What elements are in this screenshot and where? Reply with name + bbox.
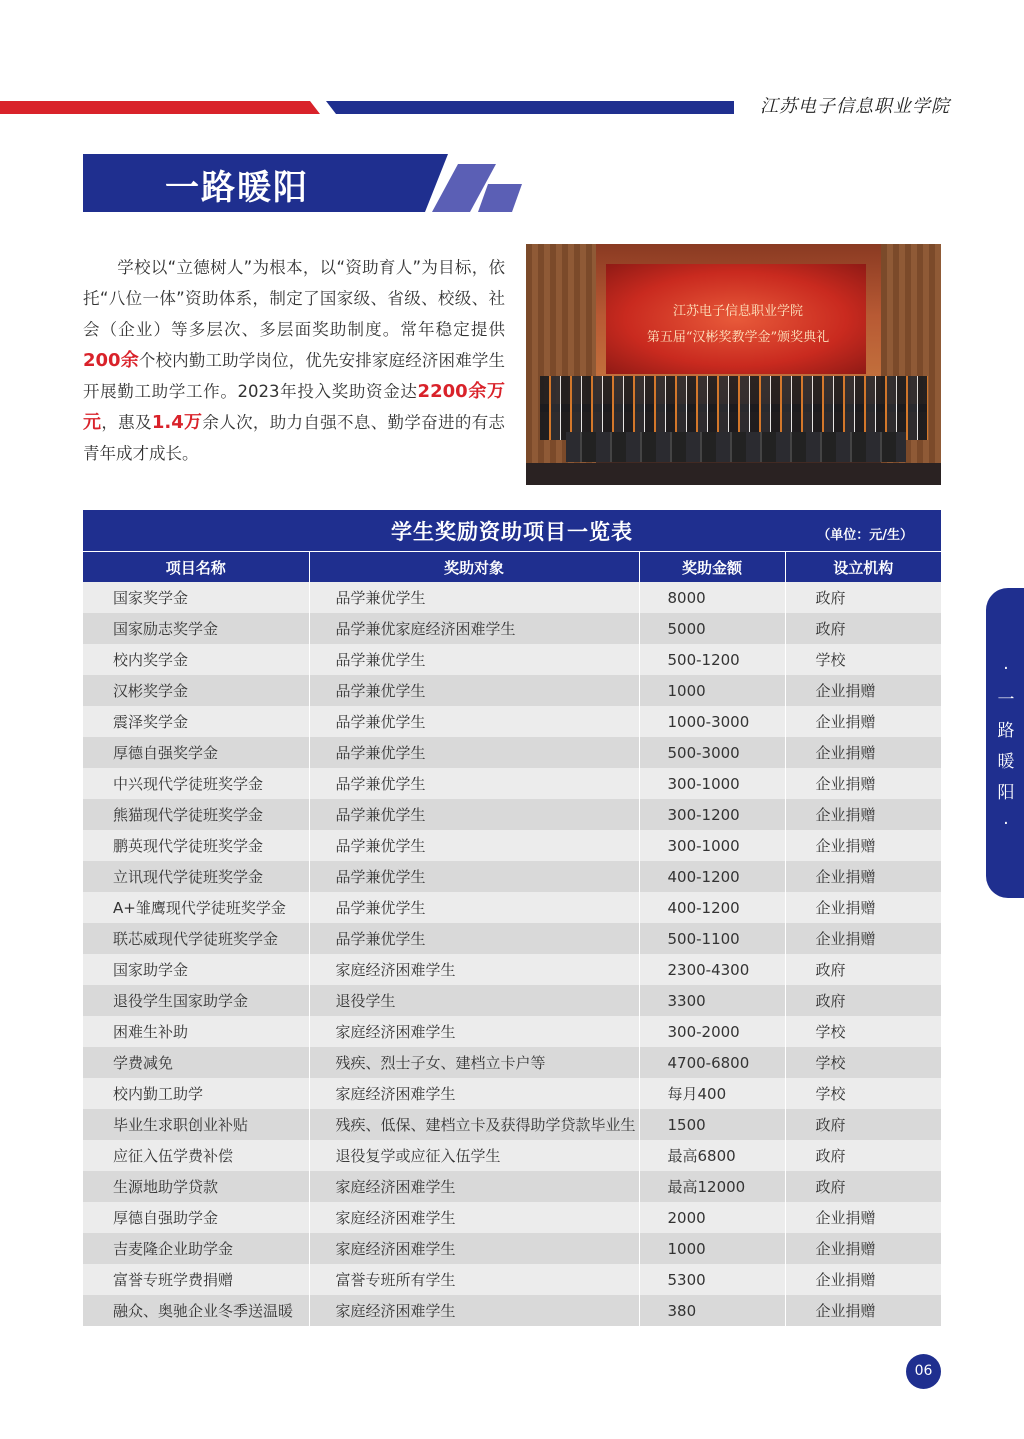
intro-paragraph	[83, 252, 505, 469]
institution-cell: 政府	[785, 613, 941, 644]
institution-cell: 政府	[785, 582, 941, 613]
item-name-cell: 熊猫现代学徒班奖学金	[83, 799, 309, 830]
item-name-cell: 国家助学金	[83, 954, 309, 985]
side-tab-char: ·	[1003, 659, 1009, 679]
target-cell: 富誉专班所有学生	[309, 1264, 639, 1295]
amount-cell: 8000	[639, 582, 785, 613]
target-cell: 残疾、低保、建档立卡及获得助学贷款毕业生	[309, 1109, 639, 1140]
column-header: 奖助金额	[639, 552, 785, 582]
column-header: 奖助对象	[309, 552, 639, 582]
side-tab-label	[993, 654, 1019, 840]
amount-cell: 最高12000	[639, 1171, 785, 1202]
page-number: 06	[906, 1354, 941, 1389]
amount-cell: 每月400	[639, 1078, 785, 1109]
target-cell: 退役学生	[309, 985, 639, 1016]
item-name-cell: 联芯威现代学徒班奖学金	[83, 923, 309, 954]
institution-cell: 企业捐赠	[785, 830, 941, 861]
amount-cell: 500-1200	[639, 644, 785, 675]
college-name-logo: 江苏电子信息职业学院	[760, 96, 950, 117]
institution-cell: 企业捐赠	[785, 706, 941, 737]
side-tab-char: 阳	[997, 783, 1015, 803]
item-name-cell: 学费减免	[83, 1047, 309, 1078]
target-cell: 品学兼优学生	[309, 861, 639, 892]
table-row	[83, 923, 941, 954]
table-header-row	[83, 552, 941, 582]
table-row	[83, 644, 941, 675]
table-row	[83, 706, 941, 737]
intro-text: 个校内勤工助学岗位，优先安排家庭经济困难学生开展勤工助学工作。2023年投入奖助资金达	[83, 351, 505, 401]
item-name-cell: 生源地助学贷款	[83, 1171, 309, 1202]
institution-cell: 企业捐赠	[785, 923, 941, 954]
item-name-cell: 震泽奖学金	[83, 706, 309, 737]
photo-caption-line1: 江苏电子信息职业学院	[672, 304, 803, 319]
amount-cell: 1000	[639, 675, 785, 706]
table-row	[83, 768, 941, 799]
top-blue-bar	[326, 101, 734, 114]
item-name-cell: 富誉专班学费捐赠	[83, 1264, 309, 1295]
target-cell: 家庭经济困难学生	[309, 1233, 639, 1264]
target-cell: 品学兼优学生	[309, 830, 639, 861]
target-cell: 品学兼优学生	[309, 923, 639, 954]
target-cell: 家庭经济困难学生	[309, 1202, 639, 1233]
highlight-funds: 2200余万元	[83, 381, 505, 433]
table-unit: （单位：元/生）	[817, 528, 913, 543]
table-row	[83, 830, 941, 861]
intro-text: ，惠及	[101, 413, 152, 432]
side-tab-char: ·	[1003, 814, 1009, 834]
target-cell: 家庭经济困难学生	[309, 1171, 639, 1202]
item-name-cell: 困难生补助	[83, 1016, 309, 1047]
amount-cell: 3300	[639, 985, 785, 1016]
institution-cell: 政府	[785, 1171, 941, 1202]
table-title: 学生奖励资助项目一览表	[391, 520, 633, 544]
amount-cell: 380	[639, 1295, 785, 1326]
institution-cell: 政府	[785, 985, 941, 1016]
intro-text: 余人次，助力自强不息、勤学奋进的有志青年成才成长。	[83, 413, 506, 463]
photo-caption-line2: 第五届“汉彬奖教学金”颁奖典礼	[646, 330, 830, 345]
institution-cell: 企业捐赠	[785, 1202, 941, 1233]
target-cell: 品学兼优学生	[309, 644, 639, 675]
target-cell: 家庭经济困难学生	[309, 1016, 639, 1047]
table-row	[83, 1295, 941, 1326]
side-tab-char: 暖	[997, 752, 1015, 772]
table-row	[83, 675, 941, 706]
institution-cell: 政府	[785, 954, 941, 985]
side-tab-char: 一	[997, 690, 1015, 710]
amount-cell: 4700-6800	[639, 1047, 785, 1078]
item-name-cell: 校内奖学金	[83, 644, 309, 675]
table-row	[83, 582, 941, 613]
table-row	[83, 985, 941, 1016]
amount-cell: 5300	[639, 1264, 785, 1295]
amount-cell: 1500	[639, 1109, 785, 1140]
amount-cell: 300-1000	[639, 830, 785, 861]
target-cell: 品学兼优学生	[309, 799, 639, 830]
target-cell: 退役复学或应征入伍学生	[309, 1140, 639, 1171]
item-name-cell: 厚德自强奖学金	[83, 737, 309, 768]
amount-cell: 1000	[639, 1233, 785, 1264]
photo-floor	[526, 463, 941, 485]
amount-cell: 300-1000	[639, 768, 785, 799]
photo-seated-row	[566, 432, 906, 462]
item-name-cell: 融众、奥驰企业冬季送温暖	[83, 1295, 309, 1326]
column-header: 设立机构	[785, 552, 941, 582]
item-name-cell: 应征入伍学费补偿	[83, 1140, 309, 1171]
item-name-cell: 汉彬奖学金	[83, 675, 309, 706]
item-name-cell: 中兴现代学徒班奖学金	[83, 768, 309, 799]
item-name-cell: 国家奖学金	[83, 582, 309, 613]
table-row	[83, 1233, 941, 1264]
item-name-cell: 鹏英现代学徒班奖学金	[83, 830, 309, 861]
title-decor-slash-small	[478, 184, 522, 212]
target-cell: 残疾、烈士子女、建档立卡户等	[309, 1047, 639, 1078]
table-row	[83, 799, 941, 830]
amount-cell: 最高6800	[639, 1140, 785, 1171]
table-row	[83, 1171, 941, 1202]
highlight-beneficiaries: 1.4万	[151, 412, 203, 433]
item-name-cell: 校内勤工助学	[83, 1078, 309, 1109]
ceremony-photo	[526, 244, 941, 485]
table-row	[83, 1078, 941, 1109]
institution-cell: 政府	[785, 1109, 941, 1140]
item-name-cell: 吉麦隆企业助学金	[83, 1233, 309, 1264]
scholarship-table	[83, 552, 941, 1326]
table-row	[83, 861, 941, 892]
side-tab-char: 路	[997, 721, 1015, 741]
target-cell: 品学兼优家庭经济困难学生	[309, 613, 639, 644]
institution-cell: 企业捐赠	[785, 799, 941, 830]
item-name-cell: 毕业生求职创业补贴	[83, 1109, 309, 1140]
intro-text: 学校以“立德树人”为根本，以“资助育人”为目标，依托“八位一体”资助体系，制定了国家级、省级、校级、社会（企业）等多层次、多层面奖助制度。常年稳定提供	[83, 258, 505, 339]
institution-cell: 企业捐赠	[785, 1233, 941, 1264]
photo-stage-screen	[606, 264, 866, 374]
table-row	[83, 1047, 941, 1078]
target-cell: 品学兼优学生	[309, 675, 639, 706]
item-name-cell: 厚德自强助学金	[83, 1202, 309, 1233]
amount-cell: 1000-3000	[639, 706, 785, 737]
institution-cell: 企业捐赠	[785, 768, 941, 799]
amount-cell: 500-1100	[639, 923, 785, 954]
table-row	[83, 1264, 941, 1295]
highlight-posts: 200余	[83, 350, 139, 371]
institution-cell: 学校	[785, 1078, 941, 1109]
institution-cell: 政府	[785, 1140, 941, 1171]
institution-cell: 学校	[785, 644, 941, 675]
institution-cell: 学校	[785, 1047, 941, 1078]
table-row	[83, 737, 941, 768]
item-name-cell: 立讯现代学徒班奖学金	[83, 861, 309, 892]
column-header: 项目名称	[83, 552, 309, 582]
amount-cell: 5000	[639, 613, 785, 644]
target-cell: 品学兼优学生	[309, 892, 639, 923]
table-row	[83, 1140, 941, 1171]
institution-cell: 企业捐赠	[785, 675, 941, 706]
institution-cell: 企业捐赠	[785, 861, 941, 892]
institution-cell: 企业捐赠	[785, 737, 941, 768]
table-row	[83, 1202, 941, 1233]
amount-cell: 500-3000	[639, 737, 785, 768]
table-row	[83, 954, 941, 985]
amount-cell: 2300-4300	[639, 954, 785, 985]
table-title-bar	[83, 510, 941, 551]
amount-cell: 300-1200	[639, 799, 785, 830]
table-row	[83, 1109, 941, 1140]
institution-cell: 企业捐赠	[785, 1295, 941, 1326]
target-cell: 家庭经济困难学生	[309, 1295, 639, 1326]
section-title: 一路暖阳	[165, 168, 309, 208]
amount-cell: 400-1200	[639, 861, 785, 892]
target-cell: 家庭经济困难学生	[309, 954, 639, 985]
amount-cell: 300-2000	[639, 1016, 785, 1047]
top-red-bar	[0, 101, 320, 114]
amount-cell: 400-1200	[639, 892, 785, 923]
item-name-cell: 国家励志奖学金	[83, 613, 309, 644]
institution-cell: 企业捐赠	[785, 892, 941, 923]
target-cell: 品学兼优学生	[309, 768, 639, 799]
target-cell: 品学兼优学生	[309, 582, 639, 613]
item-name-cell: 退役学生国家助学金	[83, 985, 309, 1016]
institution-cell: 学校	[785, 1016, 941, 1047]
table-row	[83, 613, 941, 644]
item-name-cell: A+雏鹰现代学徒班奖学金	[83, 892, 309, 923]
target-cell: 家庭经济困难学生	[309, 1078, 639, 1109]
table-row	[83, 892, 941, 923]
amount-cell: 2000	[639, 1202, 785, 1233]
target-cell: 品学兼优学生	[309, 737, 639, 768]
institution-cell: 企业捐赠	[785, 1264, 941, 1295]
target-cell: 品学兼优学生	[309, 706, 639, 737]
table-row	[83, 1016, 941, 1047]
